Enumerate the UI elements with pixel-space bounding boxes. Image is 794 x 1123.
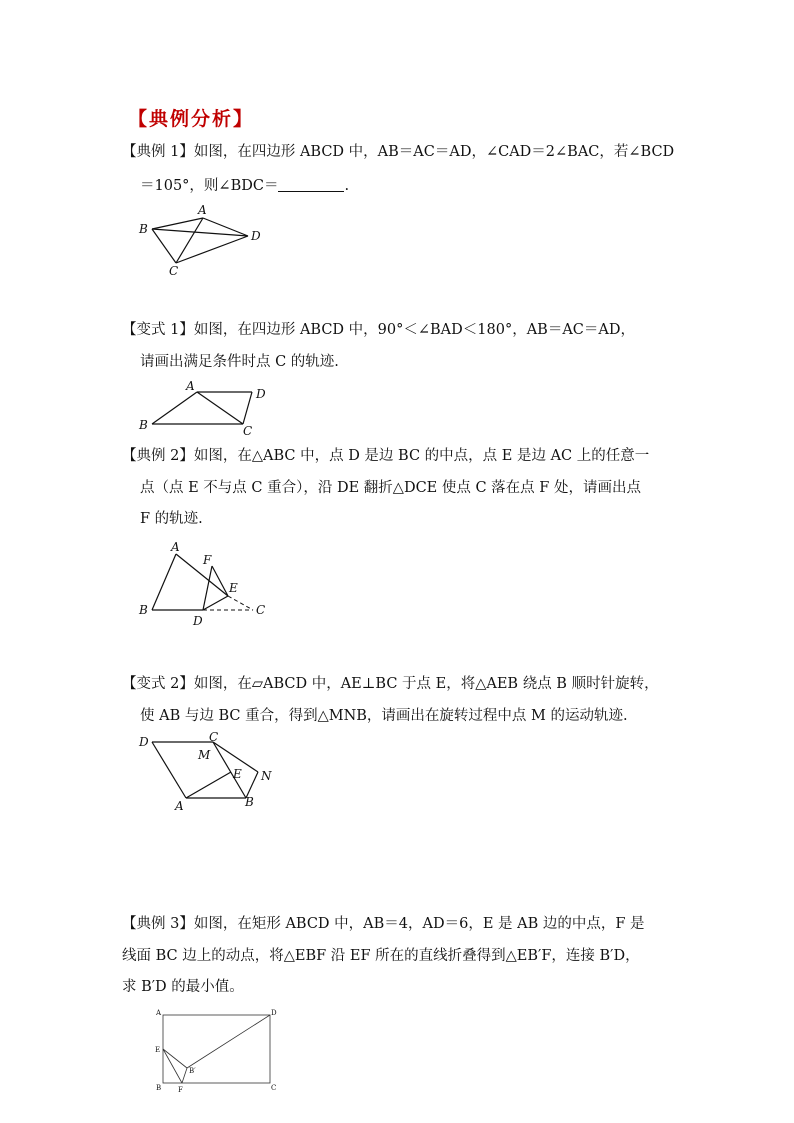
fig2-label-b: B — [139, 418, 148, 432]
fig1-label-c: C — [169, 264, 179, 278]
variant-1-line-2: 请画出满足条件时点 C 的轨迹. — [140, 354, 339, 370]
variant-2-line-2: 使 AB 与边 BC 重合，得到△MNB，请画出在旋转过程中点 M 的运动轨迹. — [140, 708, 628, 724]
fig2-label-a: A — [186, 379, 195, 393]
fig3-label-f: F — [203, 553, 212, 567]
fig4-label-a: A — [175, 799, 184, 813]
section-heading: 【典例分析】 — [128, 108, 255, 130]
fig1-label-a: A — [198, 203, 207, 217]
example-2-line-3: F 的轨迹. — [140, 511, 203, 527]
fig1-label-d: D — [251, 229, 261, 243]
fig3-label-e: E — [229, 581, 238, 595]
example-2-line-2: 点（点 E 不与点 C 重合），沿 DE 翻折△DCE 使点 C 落在点 F 处，请画出点 — [140, 480, 641, 496]
example-1-line-1: 【典例 1】如图，在四边形 ABCD 中，AB＝AC＝AD，∠CAD＝2∠BAC，若∠BCD — [122, 144, 675, 160]
fig3-label-b: B — [139, 603, 148, 617]
example-3-line-3: 求 B′D 的最小值。 — [122, 979, 244, 995]
fig4-label-b: B — [245, 795, 254, 809]
example-3-line-1: 【典例 3】如图，在矩形 ABCD 中，AB＝4，AD＝6，E 是 AB 边的中点，F 是 — [122, 916, 645, 932]
fig5-label-c: C — [271, 1084, 277, 1092]
example-2-line-1: 【典例 2】如图，在△ABC 中，点 D 是边 BC 的中点，点 E 是边 AC 上的任意一 — [122, 448, 650, 464]
fig3-label-a: A — [171, 540, 180, 554]
fig4-label-e: E — [233, 767, 242, 781]
fig2-label-d: D — [256, 387, 266, 401]
fig3-label-c: C — [256, 603, 266, 617]
fig3-label-d: D — [193, 614, 203, 628]
fig5-label-a: A — [156, 1009, 162, 1017]
example-1-end: . — [344, 178, 350, 194]
fig5-label-e: E — [155, 1046, 161, 1054]
fig2-label-c: C — [243, 424, 253, 438]
variant-2-line-1: 【变式 2】如图，在▱ABCD 中，AE⊥BC 于点 E，将△AEB 绕点 B 顺时针旋转， — [122, 676, 659, 692]
fig4-label-d: D — [139, 735, 149, 749]
variant-1-line-1: 【变式 1】如图，在四边形 ABCD 中，90°＜∠BAD＜180°，AB＝AC＝AD， — [122, 322, 635, 338]
example-3-line-2: 线面 BC 边上的动点，将△EBF 沿 EF 所在的直线折叠得到△EB′F，连接 B′D， — [122, 948, 640, 964]
fig5-label-d: D — [271, 1009, 277, 1017]
fig5-label-f: F — [178, 1086, 183, 1094]
fig5-label-b: B — [156, 1084, 162, 1092]
fig4-label-m: M — [198, 748, 211, 762]
fig4-label-n: N — [261, 769, 272, 783]
fig4-label-c: C — [209, 730, 219, 744]
example-1-question: ＝105°，则∠BDC＝ — [140, 178, 279, 194]
fig5-label-bprime: B′ — [189, 1067, 196, 1075]
fig1-label-b: B — [139, 222, 148, 236]
